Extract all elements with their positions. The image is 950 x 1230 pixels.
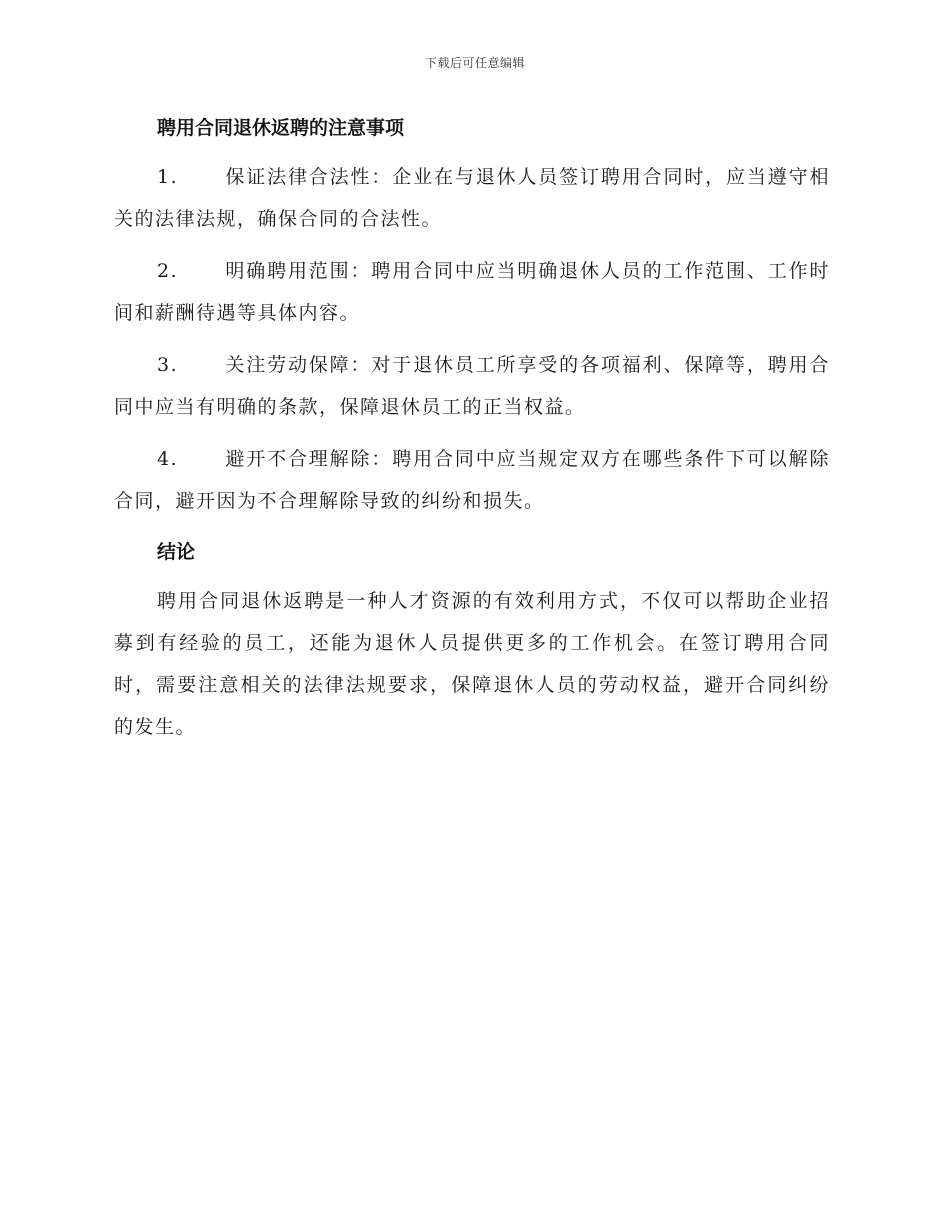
document-body	[114, 108, 830, 758]
section-heading-precautions: 聘用合同退休返聘的注意事项	[157, 117, 405, 139]
header-note: 下载后可任意编辑	[424, 56, 525, 70]
list-item	[114, 344, 830, 428]
list-item-text: 关注劳动保障：对于退休员工所享受的各项福利、保障等，聘用合同中应当有明确的条款，保障退休员工的正当权益。	[114, 354, 830, 418]
conclusion-paragraph: 聘用合同退休返聘是一种人才资源的有效利用方式，不仅可以帮助企业招募到有经验的员工，还能为退休人员提供更多的工作机会。在签订聘用合同时，需要注意相关的法律法规要求，保障退休人员的劳动权益，避开合同纠纷的发生。	[114, 590, 830, 738]
list-item-number: 1.	[157, 166, 179, 188]
list-item	[114, 438, 830, 522]
list-item-number: 2.	[157, 260, 179, 282]
list-item	[114, 156, 830, 240]
list-item-text: 明确聘用范围：聘用合同中应当明确退休人员的工作范围、工作时间和薪酬待遇等具体内容。	[114, 260, 830, 324]
section-heading-conclusion: 结论	[157, 541, 196, 563]
list-item	[114, 250, 830, 334]
list-item-text: 避开不合理解除：聘用合同中应当规定双方在哪些条件下可以解除合同，避开因为不合理解除导致的纠纷和损失。	[114, 448, 830, 512]
list-item-number: 4.	[157, 448, 179, 470]
list-item-number: 3.	[157, 354, 179, 376]
list-item-text: 保证法律合法性：企业在与退休人员签订聘用合同时，应当遵守相关的法律法规，确保合同的合法性。	[114, 166, 830, 230]
